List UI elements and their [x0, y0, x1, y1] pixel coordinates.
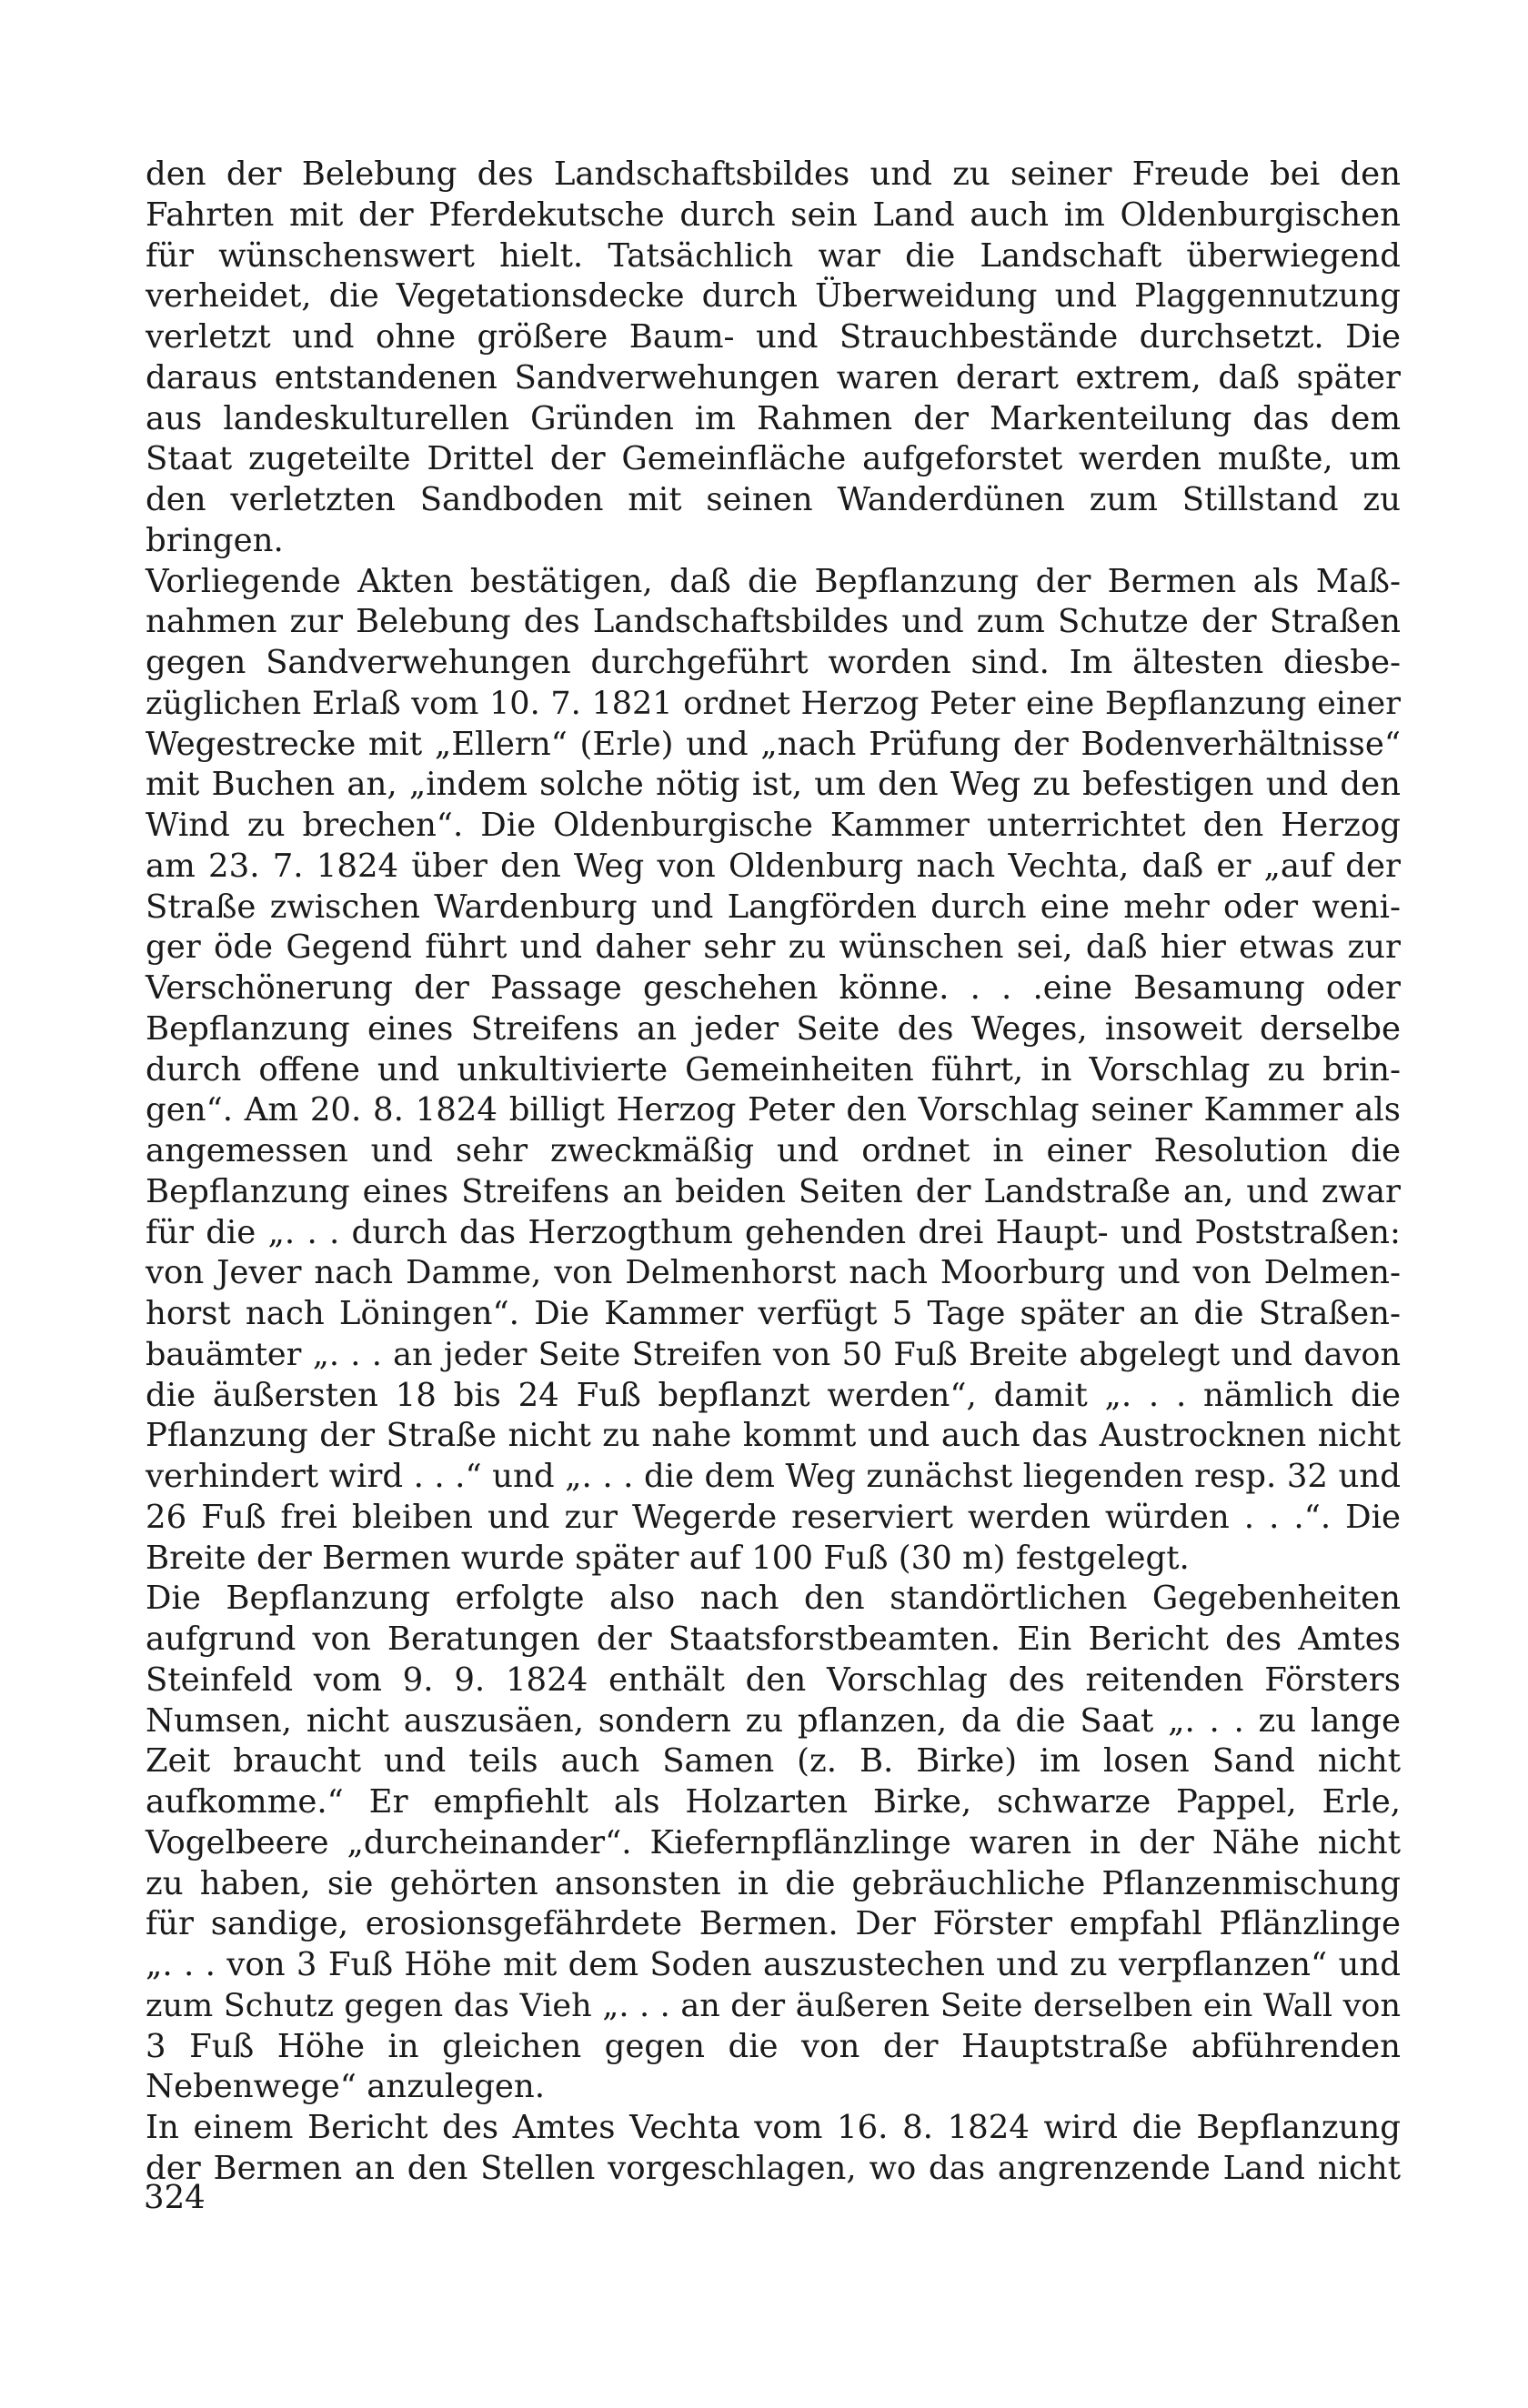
text-line: Zeit braucht und teils auch Samen (z. B. Birke) im losen Sand nicht — [146, 1742, 1401, 1781]
text-line: von Jever nach Damme, von Delmenhorst nach Moorburg und von Delmen- — [146, 1254, 1401, 1292]
text-line: mit Buchen an, „indem solche nötig ist, um den Weg zu befestigen und den — [146, 766, 1401, 804]
text-line: Vogelbeere „durcheinander“. Kiefernpflänzlinge waren in der Nähe nicht — [146, 1823, 1401, 1861]
text-line: Wind zu brechen“. Die Oldenburgische Kammer unterrichtet den Herzog — [146, 807, 1401, 844]
body-text — [146, 155, 1401, 2190]
text-line: nahmen zur Belebung des Landschaftsbildes und zum Schutze der Straßen — [146, 603, 1401, 641]
text-line: Vorliegende Akten bestätigen, daß die Bepflanzung der Bermen als Maß- — [146, 562, 1401, 600]
text-line: In einem Bericht des Amtes Vechta vom 16. 8. 1824 wird die Bepflanzung — [146, 2109, 1401, 2146]
text-line: durch offene und unkultivierte Gemeinheiten führt, in Vorschlag zu brin- — [146, 1050, 1401, 1089]
text-line: „. . . von 3 Fuß Höhe mit dem Soden auszustechen und zu verpflanzen“ und — [146, 1946, 1401, 1983]
text-line: Verschönerung der Passage geschehen könne. . . .eine Besamung oder — [146, 969, 1401, 1007]
text-line: verheidet, die Vegetationsdecke durch Überweidung und Plaggennutzung — [146, 277, 1401, 316]
text-line: gen“. Am 20. 8. 1824 billigt Herzog Peter den Vorschlag seiner Kammer als — [146, 1091, 1401, 1129]
text-line: horst nach Löningen“. Die Kammer verfügt 5 Tage später an die Straßen- — [146, 1295, 1401, 1332]
text-line: für die „. . . durch das Herzogthum gehenden drei Haupt- und Poststraßen: — [146, 1213, 1401, 1251]
text-line: für sandige, erosionsgefährdete Bermen. Der Förster empfahl Pflänzlinge — [146, 1905, 1401, 1943]
text-line: Steinfeld vom 9. 9. 1824 enthält den Vorschlag des reitenden Försters — [146, 1661, 1401, 1699]
page-number: 324 — [144, 2179, 206, 2216]
text-line: Bepflanzung eines Streifens an beiden Seiten der Landstraße an, und zwar — [146, 1172, 1401, 1210]
text-line: verhindert wird . . .“ und „. . . die dem Weg zunächst liegenden resp. 32 und — [146, 1458, 1401, 1495]
text-line: Numsen, nicht auszusäen, sondern zu pflanzen, da die Saat „. . . zu lange — [146, 1701, 1401, 1740]
text-line: daraus entstandenen Sandverwehungen waren derart extrem, daß später — [146, 358, 1401, 396]
text-line: 3 Fuß Höhe in gleichen gegen die von der Hauptstraße abführenden — [146, 2027, 1401, 2065]
text-line: Staat zugeteilte Drittel der Gemeinfläche aufgeforstet werden mußte, um — [146, 440, 1401, 478]
text-line: ger öde Gegend führt und daher sehr zu wünschen sei, daß hier etwas zur — [146, 928, 1401, 967]
text-line: züglichen Erlaß vom 10. 7. 1821 ordnet Herzog Peter eine Bepflanzung einer — [146, 685, 1401, 722]
paragraph — [146, 562, 1401, 1580]
paragraph — [146, 2108, 1401, 2190]
text-line: Bepflanzung eines Streifens an jeder Seite des Weges, insoweit derselbe — [146, 1009, 1401, 1048]
text-line: Fahrten mit der Pferdekutsche durch sein Land auch im Oldenburgischen — [146, 196, 1401, 234]
text-line: der Bermen an den Stellen vorgeschlagen, wo das angrenzende Land nicht — [146, 2149, 1401, 2187]
text-line: für wünschenswert hielt. Tatsächlich war die Landschaft überwiegend — [146, 236, 1401, 275]
text-line: Die Bepflanzung erfolgte also nach den standörtlichen Gegebenheiten — [146, 1580, 1401, 1618]
text-line: aufkomme.“ Er empfiehlt als Holzarten Birke, schwarze Pappel, Erle, — [146, 1783, 1401, 1821]
text-line: bringen. — [146, 521, 284, 559]
text-line: aus landeskulturellen Gründen im Rahmen der Markenteilung das dem — [146, 399, 1401, 437]
paragraph — [146, 1579, 1401, 2108]
text-line: Breite der Bermen wurde später auf 100 Fuß (30 m) festgelegt. — [146, 1539, 1190, 1577]
text-line: den verletzten Sandboden mit seinen Wanderdünen zum Stillstand zu — [146, 481, 1401, 518]
text-line: Pflanzung der Straße nicht zu nahe kommt und auch das Austrocknen nicht — [146, 1417, 1401, 1455]
text-line: aufgrund von Beratungen der Staatsforstbeamten. Ein Bericht des Amtes — [146, 1620, 1401, 1658]
text-line: angemessen und sehr zweckmäßig und ordnet in einer Resolution die — [146, 1132, 1401, 1169]
paragraph — [146, 155, 1401, 562]
text-line: am 23. 7. 1824 über den Weg von Oldenburg nach Vechta, daß er „auf der — [146, 847, 1401, 885]
text-line: die äußersten 18 bis 24 Fuß bepflanzt werden“, damit „. . . nämlich die — [146, 1376, 1401, 1414]
text-line: bauämter „. . . an jeder Seite Streifen von 50 Fuß Breite abgelegt und davon — [146, 1336, 1401, 1373]
text-line: Nebenwege“ anzulegen. — [146, 2068, 546, 2106]
text-line: Wegestrecke mit „Ellern“ (Erle) und „nach Prüfung der Bodenverhältnisse“ — [146, 725, 1401, 763]
text-line: Straße zwischen Wardenburg und Langförden durch eine mehr oder weni- — [146, 888, 1401, 926]
text-line: den der Belebung des Landschaftsbildes und zu seiner Freude bei den — [146, 156, 1401, 193]
text-line: verletzt und ohne größere Baum- und Strauchbestände durchsetzt. Die — [146, 318, 1401, 356]
text-line: zu haben, sie gehörten ansonsten in die gebräuchliche Pflanzenmischung — [146, 1864, 1401, 1902]
text-line: zum Schutz gegen das Vieh „. . . an der äußeren Seite derselben ein Wall von — [146, 1987, 1401, 2024]
text-line: 26 Fuß frei bleiben und zur Wegerde reserviert werden würden . . .“. Die — [146, 1498, 1401, 1536]
text-line: gegen Sandverwehungen durchgeführt worden sind. Im ältesten diesbe- — [146, 644, 1401, 681]
